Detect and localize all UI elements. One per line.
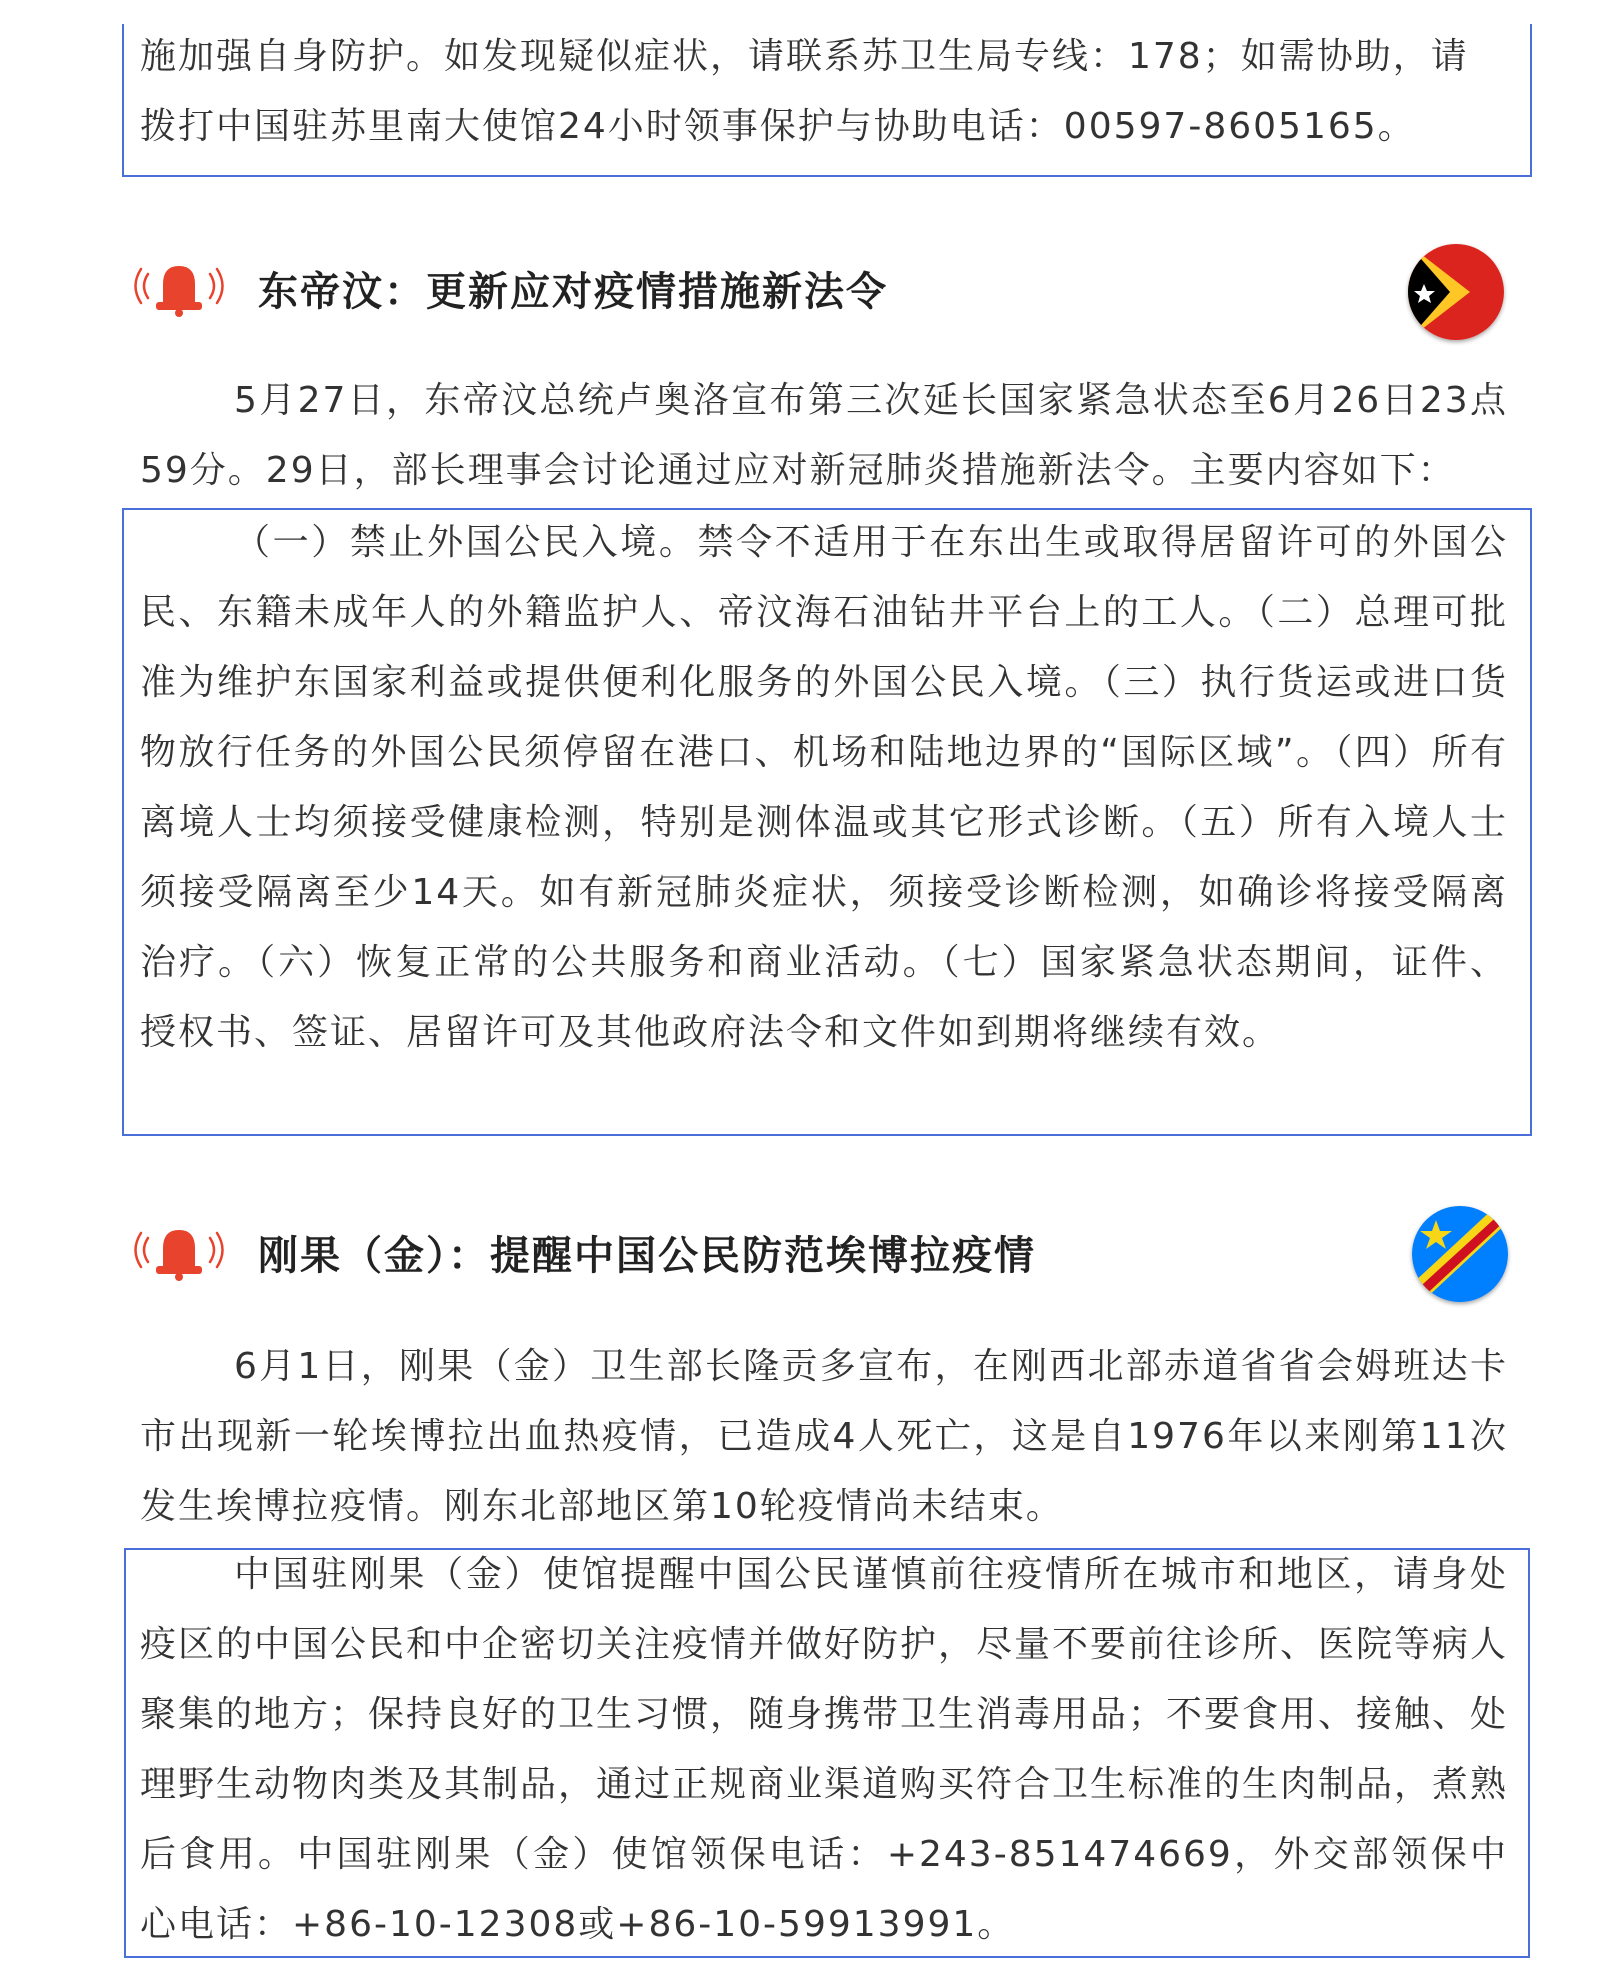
alarm-bell-icon (130, 1222, 228, 1282)
section-title: 东帝汶：更新应对疫情措施新法令 (258, 268, 888, 315)
measures-box-text: （一）禁止外国公民入境。禁令不适用于在东出生或取得居留许可的外国公民、东籍未成年人的外籍监护人、帝汶海石油钻井平台上的工人。（二）总理可批准为维护东国家利益或提供便利化服务的外国公民入境。（三）执行货运或进口货物放行任务的外国公民须停留在港口、机场和陆地边界的“国际区域”。（四）所有离境人士均须接受健康检测，特别是测体温或其它形式诊断。（五）所有入境人士须接受隔离至少14天。如有新冠肺炎症状，须接受诊断检测，如确诊将接受隔离治疗。（六）恢复正常的公共服务和商业活动。（七）国家紧急状态期间，证件、授权书、签证、居留许可及其他政府法令和文件如到期将继续有效。 (140, 522, 1508, 1053)
dr-congo-flag-icon (1412, 1206, 1508, 1302)
section-title: 刚果（金）：提醒中国公民防范埃博拉疫情 (258, 1232, 1036, 1279)
section-intro-paragraph: 6月1日，刚果（金）卫生部长隆贡多宣布，在刚西北部赤道省省会姆班达卡市出现新一轮埃博拉出血热疫情，已造成4人死亡，这是自1976年以来刚第11次发生埃博拉疫情。刚东北部地区第10轮疫情尚未结束。 (140, 1346, 1508, 1527)
alarm-bell-icon (130, 258, 228, 318)
top-notice-line-1: 施加强自身防护。如发现疑似症状，请联系苏卫生局专线：178；如需协助，请 (140, 36, 1469, 77)
advisory-box-text: 中国驻刚果（金）使馆提醒中国公民谨慎前往疫情所在城市和地区，请身处疫区的中国公民和中企密切关注疫情并做好防护，尽量不要前往诊所、医院等病人聚集的地方；保持良好的卫生习惯，随身携带卫生消毒用品；不要食用、接触、处理野生动物肉类及其制品，通过正规商业渠道购买符合卫生标准的生肉制品，煮熟后食用。中国驻刚果（金）使馆领保电话：+243-851474669，外交部领保中心电话：+86-10-12308或+86-10-59913991。 (140, 1554, 1509, 1945)
top-notice-line-2: 拨打中国驻苏里南大使馆24小时领事保护与协助电话：00597-8605165。 (140, 106, 1416, 147)
timor-leste-flag-icon (1408, 244, 1504, 340)
section-intro-paragraph: 5月27日，东帝汶总统卢奥洛宣布第三次延长国家紧急状态至6月26日23点59分。29日，部长理事会讨论通过应对新冠肺炎措施新法令。主要内容如下： (140, 380, 1508, 491)
section-heading-dr-congo (130, 1222, 1036, 1282)
section-heading-timor-leste (130, 258, 888, 318)
